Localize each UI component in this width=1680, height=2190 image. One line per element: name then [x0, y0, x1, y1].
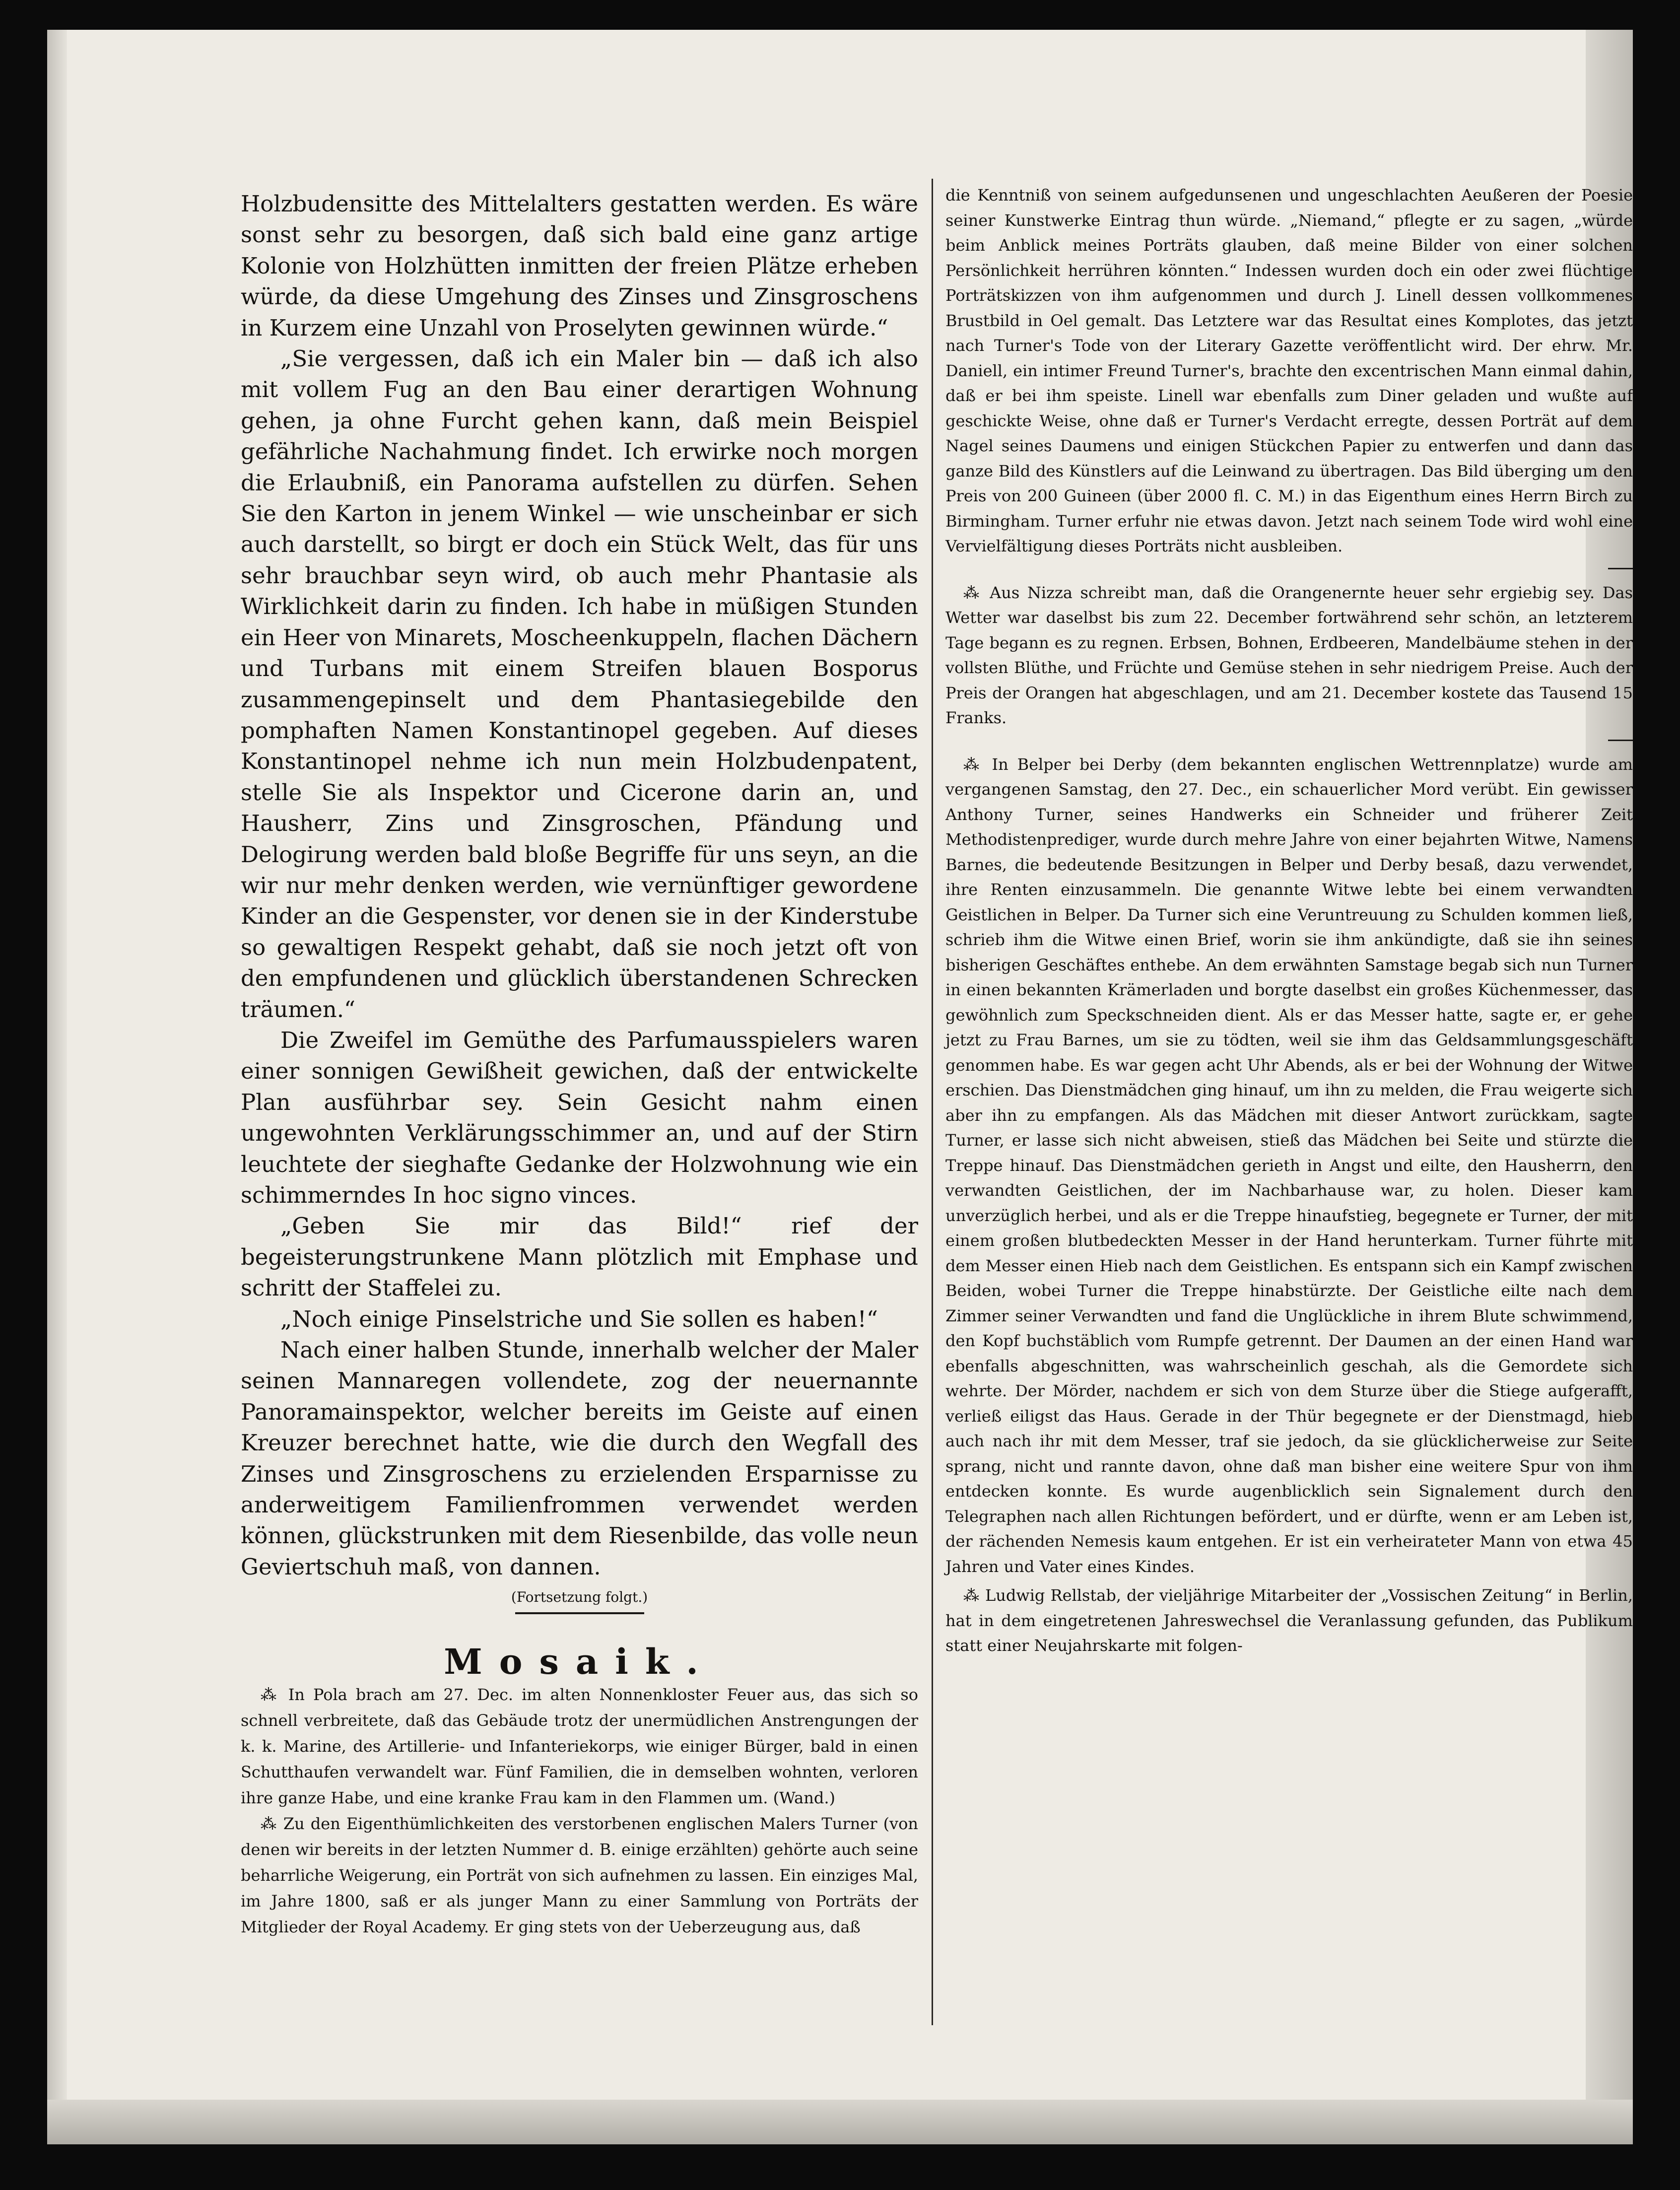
mosaic-item: ⁂ Zu den Eigenthümlichkeiten des verstorbenen englischen Malers Turner (von denen wir bereits in der letzten Nummer d. B. einige erzählten) gehörte auch seine beharrliche Weigerung, ein Porträt von sich aufnehmen zu lassen. Ein einziges Mal, im Jahre 1800, saß er als junger Mann zu einer Sammlung von Porträts der Mitglieder der Royal Academy. Er ging stets von der Ueberzeugung aus, daß — [241, 1814, 918, 1937]
news-item: ⁂ Aus Nizza schreibt man, daß die Orangenernte heuer sehr ergiebig sey. Das Wetter war daselbst bis zum 22. December fortwährend sehr schön, an letzterem Tage begann es zu regnen. Erbsen, Bohnen, Erdbeeren, Mandelbäume stehen in der vollsten Blüthe, und Früchte und Gemüse stehen in sehr niedrigem Preise. Auch der Preis der Orangen hat abgeschlagen, und am 21. December kostete das Tausend 15 Franks. — [945, 583, 1633, 727]
page-bottom-edge — [47, 2100, 1633, 2144]
story-paragraph: Die Zweifel im Gemüthe des Parfumausspielers waren einer sonnigen Gewißheit gewichen, daß der entwickelte Plan ausführbar sey. Sein Gesicht nahm einen ungewohnten Verklärungsschimmer an, und auf der Stirn leuchtete der sieghafte Gedanke der Holzwohnung wie ein schimmerndes In hoc signo vinces. — [241, 1027, 918, 1208]
story-paragraph: „Geben Sie mir das Bild!“ rief der begeisterungstrunkene Mann plötzlich mit Emphase und schritt der Staffelei zu. — [241, 1213, 918, 1301]
news-item: die Kenntniß von seinem aufgedunsenen und ungeschlachten Aeußeren der Poesie seiner Kunstwerke Eintrag thun würde. „Niemand,“ pflegte er zu sagen, „würde beim Anblick meines Porträts glauben, daß meine Bilder von einer solchen Persönlichkeit herrühren könnten.“ Indessen wurden doch ein oder zwei flüchtige Porträtskizzen von ihm aufgenommen und durch J. Linell dessen vollkommenes Brustbild in Oel gemalt. Das Letztere war das Resultat eines Komplotes, das jetzt nach Turner's Tode von der Literary Gazette veröffentlicht wird. Der ehrw. Mr. Daniell, ein intimer Freund Turner's, brachte den excentrischen Mann einmal dahin, daß er bei ihm speiste. Linell war ebenfalls zum Diner geladen und wußte auf geschickte Weise, ohne daß er Turner's Verdacht erregte, dessen Porträt auf dem Nagel seines Daumens und einigen Stückchen Papier zu entwerfen und dann das ganze Bild des Künstlers auf die Leinwand zu übertragen. Das Bild überging um den Preis von 200 Guineen (über 2000 fl. C. M.) in das Eigenthum eines Herrn Birch zu Birmingham. Turner erfuhr nie etwas davon. Jetzt nach seinem Tode wird wohl eine Vervielfältigung dieses Porträts nicht ausbleiben. — [945, 186, 1633, 555]
story-paragraph: „Sie vergessen, daß ich ein Maler bin — daß ich also mit vollem Fug an den Bau einer derartigen Wohnung gehen, ja ohne Furcht gehen kann, daß mein Beispiel gefährliche Nachahmung findet. Ich erwirke noch morgen die Erlaubniß, ein Panorama aufstellen zu dürfen. Sehen Sie den Karton in jenem Winkel — wie unscheinbar er sich auch darstellt, so birgt er doch ein Stück Welt, das für uns sehr brauchbar seyn wird, ob auch mehr Phantasie als Wirklichkeit darin zu finden. Ich habe in müßigen Stunden ein Heer von Minarets, Moscheenkuppeln, flachen Dächern und Turbans mit einem Streifen blauen Bosporus zusammengepinselt und dem Phantasiegebilde den pomphaften Namen Konstantinopel gegeben. Auf dieses Konstantinopel nehme ich nun mein Holzbudenpatent, stelle Sie als Inspektor und Cicerone darin an, und Hausherr, Zins und Zinsgroschen, Pfändung und Delogirung werden bald bloße Begriffe für uns seyn, an die wir nur mehr denken werden, wie vernünftiger gewordene Kinder an die Gespenster, vor denen sie in der Kinderstube so gewaltigen Respekt gehabt, daß sie noch jetzt oft von den empfundenen und glücklich überstandenen Schrecken träumen.“ — [241, 345, 918, 1023]
news-item: ⁂ In Belper bei Derby (dem bekannten englischen Wettrennplatze) wurde am vergangenen Samstag, den 27. Dec., ein schauerlicher Mord verübt. Ein gewisser Anthony Turner, seines Handwerks ein Schneider und früherer Zeit Methodistenprediger, wurde durch mehre Jahre von einer bejahrten Witwe, Namens Barnes, die bedeutende Besitzungen in Belper und Derby besaß, dazu verwendet, ihre Renten einzusammeln. Die genannte Witwe lebte bei einem verwandten Geistlichen in Belper. Da Turner sich eine Veruntreuung zu Schulden kommen ließ, schrieb ihm die Witwe einen Brief, worin sie ihm ankündigte, daß sie ihn seines bisherigen Geschäftes enthebe. An dem erwähnten Samstage begab sich nun Turner in einen bekannten Krämerladen und borgte daselbst ein großes Küchenmesser, das gewöhnlich zum Speckschneiden dient. Als er das Messer hatte, sagte er, er gehe jetzt zu Frau Barnes, um sie zu tödten, weil sie ihm das Geldsammlungsgeschäft genommen habe. Es war gegen acht Uhr Abends, als er bei der Wohnung der Witwe erschien. Das Dienstmädchen ging hinauf, um ihn zu melden, die Frau weigerte sich aber ihn zu empfangen. Als das Mädchen mit dieser Antwort zurückkam, sagte Turner, er lasse sich nicht abweisen, stieß das Mädchen bei Seite und stürzte die Treppe hinauf. Das Dienstmädchen gerieth in Angst und eilte, den Hausherrn, den verwandten Geistlichen, der im Nachbarhause war, zu holen. Dieser kam unverzüglich herbei, und als er die Treppe hinaufstieg, begegnete er Turner, der mit einem großen blutbedeckten Messer in der Hand herunterkam. Turner führte mit dem Messer einen Hieb nach dem Geistlichen. Es entspann sich ein Kampf zwischen Beiden, wobei Turner die Treppe hinabstürzte. Der Geistliche eilte nach dem Zimmer seiner Verwandten und fand die Unglückliche in ihrem Blute schwimmend, den Kopf buchstäblich vom Rumpfe getrennt. Der Daumen an der einen Hand war ebenfalls abgeschnitten, was wahrscheinlich geschah, als die Gemordete sich wehrte. Der Mörder, nachdem er sich von dem Sturze über die Stiege aufgerafft, verließ eiligst das Haus. Gerade in der Thür begegnete er der Dienstmagd, hieb auch nach ihr mit dem Messer, traf sie jedoch, da sie glücklicherweise zur Seite sprang, nicht und rannte davon, ohne daß man bisher eine weitere Spur von ihm entdecken konnte. Es wurde augenblicklich sein Signalement durch den Telegraphen nach allen Richtungen befördert, und er dürfte, wenn er am Leben ist, der rächenden Nemesis kaum entgehen. Er ist ein verheirateter Mann von etwa 45 Jahren und Vater eines Kindes. — [945, 754, 1633, 1576]
continuation-note: (Fortsetzung folgt.) — [511, 1589, 648, 1606]
left-column — [241, 189, 918, 1940]
story-paragraph: Holzbudensitte des Mittelalters gestatten werden. Es wäre sonst sehr zu besorgen, daß sich bald eine ganz artige Kolonie von Holzhütten inmitten der freien Plätze erheben würde, da diese Umgehung des Zinses und Zinsgroschens in Kurzem eine Unzahl von Proselyten gewinnen würde.“ — [241, 191, 918, 341]
story-paragraph: Nach einer halben Stunde, innerhalb welcher der Maler seinen Mannaregen vollendete, zog der neuernannte Panoramainspektor, welcher bereits im Geiste auf einen Kreuzer berechnet hatte, wie die durch den Wegfall des Zinses und Zinsgroschens zu erzielenden Ersparnisse zu anderweitigem Familienfrommen verwendet werden können, glückstrunken mit dem Riesenbilde, das volle neun Geviertschuh maß, von dannen. — [241, 1337, 918, 1580]
item-separator — [1608, 568, 1633, 569]
newspaper-page — [47, 30, 1633, 2144]
column-divider — [932, 179, 933, 2025]
page-left-shadow — [47, 30, 67, 2144]
right-column — [945, 183, 1633, 1658]
section-title: Mosaik. — [444, 1641, 715, 1683]
item-separator — [1608, 740, 1633, 741]
mosaic-item: ⁂ In Pola brach am 27. Dec. im alten Nonnenkloster Feuer aus, das sich so schnell verbreitete, daß das Gebäude trotz der unermüdlichen Anstrengungen der k. k. Marine, des Artillerie- und Infanteriekorps, wie einiger Bürger, bald in einen Schutthaufen verwandelt war. Fünf Familien, die in demselben wohnten, verloren ihre ganze Habe, und eine kranke Frau kam in den Flammen um. (Wand.) — [241, 1685, 918, 1808]
news-item: ⁂ Ludwig Rellstab, der vieljährige Mitarbeiter der „Vossischen Zeitung“ in Berlin, hat in dem eingetretenen Jahreswechsel die Veranlassung gefunden, das Publikum statt einer Neujahrskarte mit folgen- — [945, 1586, 1633, 1655]
section-rule — [515, 1612, 644, 1614]
story-paragraph: „Noch einige Pinselstriche und Sie sollen es haben!“ — [280, 1305, 878, 1332]
